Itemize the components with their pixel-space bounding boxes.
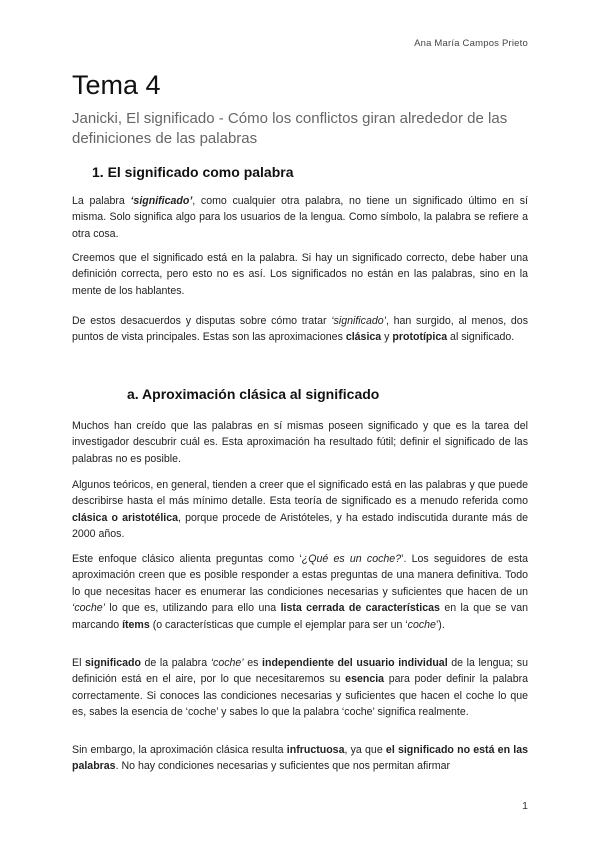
text-run: (o características que cumple el ejemplar para ser un ‘ [149,618,408,631]
text-run: esencia [345,673,385,686]
text-run: ’). [435,618,445,631]
text-run: es [243,657,263,669]
text-run: el significado no está en las palabras [72,744,528,773]
text-run: para poder definir la palabra correctamente. Si conoces las condiciones necesarias y suficientes que hacen el coche lo que es, sabes la esencia de ‘coche’ y sabes lo que la palabra ‘coche’ significa realmente. [72,673,528,719]
text-run: Este enfoque clásico alienta preguntas como ‘ [72,553,302,565]
page-number: 1 [522,800,528,812]
paragraph [72,551,528,633]
text-run: coche [407,618,436,631]
text-run: Muchos han creído que las palabras en sí mismas poseen significado y que es la tarea del investigador descubrir cuál es. Esta aproximación ha resultado fútil; definir el significado de las palabras no es posible. [72,420,528,465]
text-run: , porque procede de Aristóteles, y ha estado indiscutida durante más de 2000 años. [72,511,528,541]
text-run: lista cerrada de características [280,602,440,615]
text-run: infructuosa [286,744,345,756]
text-run: , han surgido, al menos, dos puntos de vista principales. Estas son las aproximaciones [72,315,528,344]
paragraph [72,250,528,299]
text-run: . No hay condiciones necesarias y suficientes que nos permitan afirmar [115,760,451,773]
text-run: ‘coche’ [72,602,105,615]
text-run: en la que se van marcando [72,602,528,631]
text-run: clásica [345,331,382,344]
paragraph [72,418,528,467]
text-run: de la lengua; su definición está en el aire, por lo que necesitaremos su [72,657,528,686]
section-heading-1: 1. El significado como palabra [92,164,294,180]
text-run: significado [85,657,141,669]
paragraph [72,655,528,721]
text-run: ‘coche’ [210,657,244,669]
text-run: De estos desacuerdos y disputas sobre cómo tratar [72,315,332,327]
text-run: , ya que [344,744,386,756]
text-run: ‘significado’ [130,195,193,207]
text-run: Sin embargo, la aproximación clásica resulta [72,744,287,756]
page-title: Tema 4 [72,70,161,100]
paragraph [72,742,528,775]
text-run: prototípica [392,331,448,344]
paragraph [72,313,528,346]
paragraph [72,477,528,543]
text-run: clásica o aristotélica [72,511,179,524]
text-run: al significado. [447,331,515,344]
text-run: ’. Los seguidores de esta aproximación creen que es posible responder a estas preguntas de una manera definitiva. Todo lo que necesitas hacer es enumerar las condiciones necesarias y suficientes que hacen de un [72,553,528,598]
text-run: ‘significado’ [331,315,386,327]
header-author: Ana María Campos Prieto [414,38,528,49]
text-run: Creemos que el significado está en la palabra. Si hay un significado correcto, debe haber una definición correcta, pero esto no es así. Los significados no están en las palabras, sino en la mente de los hablantes. [72,252,528,297]
text-run: independiente del usuario individual [262,657,448,669]
text-run: ítems [122,618,150,631]
text-run: La palabra [72,195,131,207]
text-run: , como cualquier otra palabra, no tiene un significado último en sí misma. Solo significa algo para los usuarios de la lengua. Como símbolo, la palabra se refiere a otra cosa. [72,195,528,240]
text-run: ¿Qué es un coche? [301,553,402,565]
text-run: El [72,657,86,669]
text-run: y [381,331,393,344]
text-run: Algunos teóricos, en general, tienden a creer que el significado está en las palabras y que puede describirse hasta el más mínimo detalle. Esta teoría de significado es a menudo referida como [72,479,528,508]
paragraph [72,193,528,242]
text-run: lo que es, utilizando para ello una [104,602,281,615]
page-subtitle: Janicki, El significado - Cómo los conflictos giran alrededor de las definiciones de las palabras [72,110,508,147]
text-run: de la palabra [140,657,211,669]
section-heading-a: a. Aproximación clásica al significado [127,386,380,402]
